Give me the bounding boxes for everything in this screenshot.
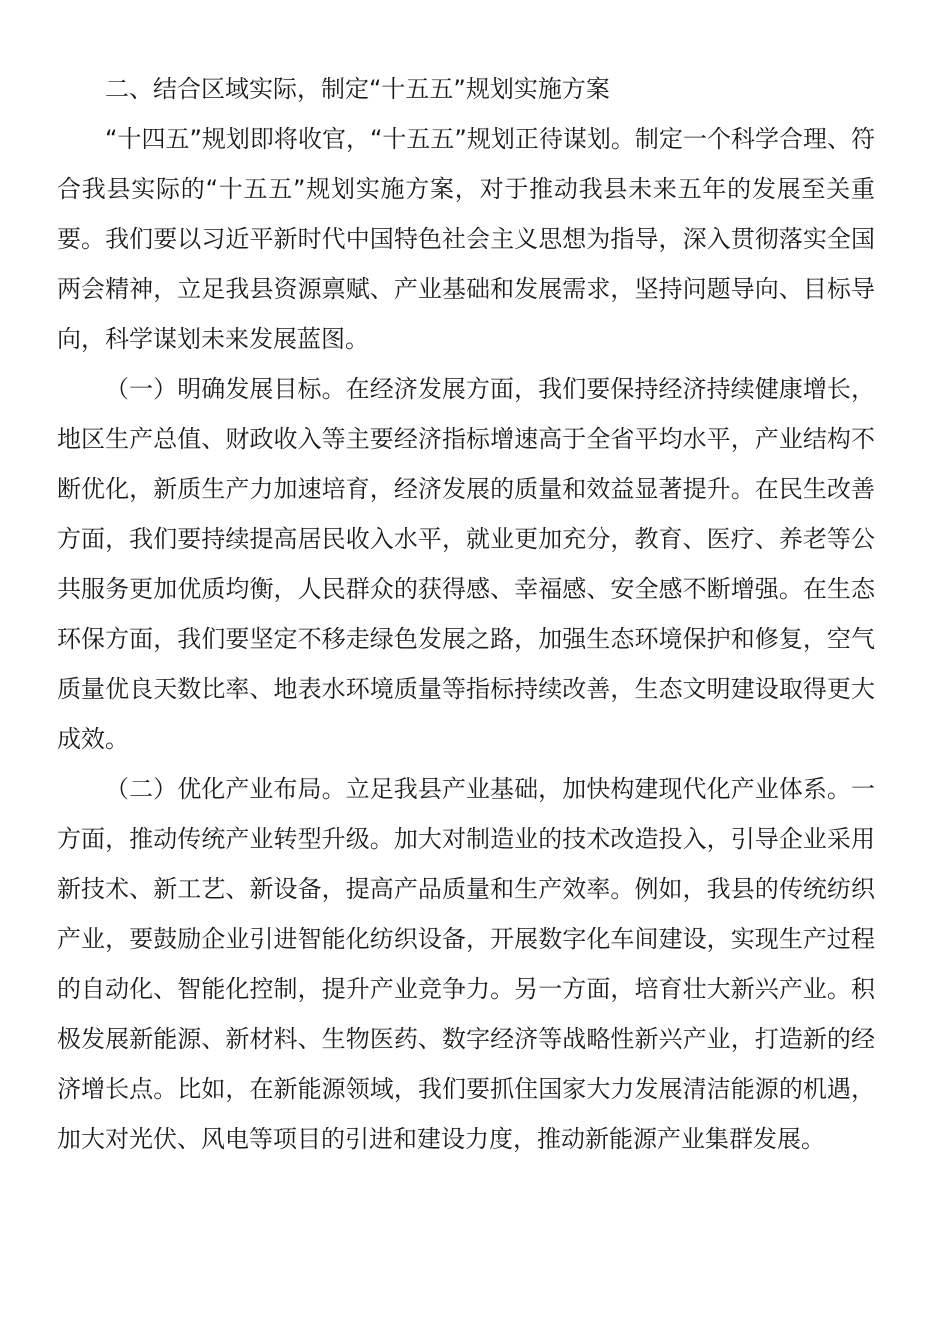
paragraph-intro: “十四五”规划即将收官，“十五五”规划正待谋划。制定一个科学合理、符合我县实际的“十五五”规划实施方案，对于推动我县未来五年的发展至关重要。我们要以习近平新时代中国特色社会主义思想为指导，深入贯彻落实全国两会精神，立足我县资源禀赋、产业基础和发展需求，坚持问题导向、目标导向，科学谋划未来发展蓝图。 — [57, 125, 875, 353]
paragraph-development-goals: （一）明确发展目标。在经济发展方面，我们要保持经济持续健康增长，地区生产总值、财政收入等主要经济指标增速高于全省平均水平，产业结构不断优化，新质生产力加速培育，经济发展的质量和效益显著提升。在民生改善方面，我们要持续提高居民收入水平，就业更加充分，教育、医疗、养老等公共服务更加优质均衡，人民群众的获得感、幸福感、安全感不断增强。在生态环保方面，我们要坚定不移走绿色发展之路，加强生态环境保护和修复，空气质量优良天数比率、地表水环境质量等指标持续改善，生态文明建设取得更大成效。 — [57, 375, 875, 753]
paragraph-industry-layout: （二）优化产业布局。立足我县产业基础，加快构建现代化产业体系。一方面，推动传统产业转型升级。加大对制造业的技术改造投入，引导企业采用新技术、新工艺、新设备，提高产品质量和生产效率。例如，我县的传统纺织产业，要鼓励企业引进智能化纺织设备，开展数字化车间建设，实现生产过程的自动化、智能化控制，提升产业竞争力。另一方面，培育壮大新兴产业。积极发展新能源、新材料、生物医药、数字经济等战略性新兴产业，打造新的经济增长点。比如，在新能源领域，我们要抓住国家大力发展清洁能源的机遇，加大对光伏、风电等项目的引进和建设力度，推动新能源产业集群发展。 — [57, 775, 875, 1153]
section-heading: 二、结合区域实际，制定“十五五”规划实施方案 — [105, 75, 610, 103]
document-body — [57, 64, 875, 1164]
